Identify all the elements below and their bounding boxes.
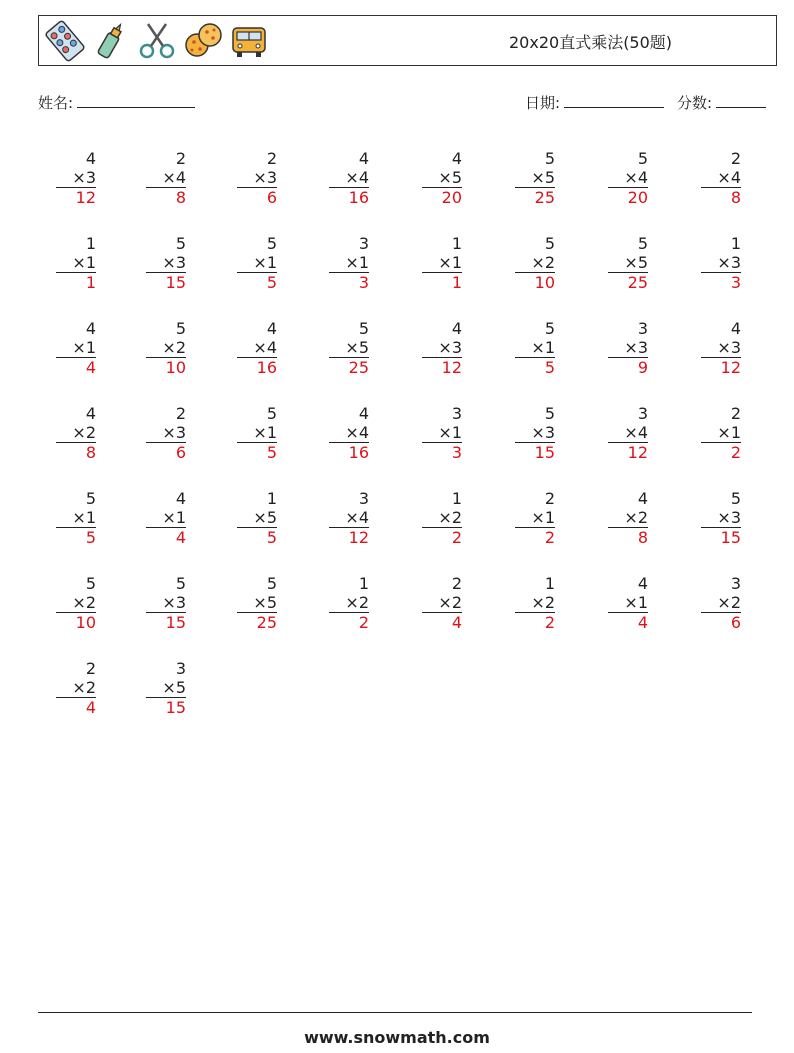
problem-multiplicand: 2 [730,404,741,423]
name-blank-line[interactable] [77,93,195,108]
problem-43 [237,574,277,632]
problem-3 [237,149,277,207]
problem-multiplicand: 1 [451,489,462,508]
problem-20 [329,319,369,377]
problem-35 [237,489,277,547]
problem-multiplier: ×1 [253,253,277,272]
problem-multiplier: ×4 [345,168,369,187]
problem-answer: 8 [608,527,648,547]
problem-50 [146,659,186,717]
problem-multiplicand: 2 [451,574,462,593]
problem-answer: 5 [56,527,96,547]
problem-multiplicand: 3 [451,404,462,423]
problem-answer: 3 [422,442,462,462]
problem-multiplicand: 2 [266,149,277,168]
problem-multiplier: ×3 [72,168,96,187]
name-label: 姓名: [38,94,74,112]
problem-multiplicand: 3 [175,659,186,678]
problem-multiplicand: 4 [175,489,186,508]
problem-answer: 8 [56,442,96,462]
problem-multiplier: ×1 [162,508,186,527]
problem-multiplier: ×5 [438,168,462,187]
problem-18 [146,319,186,377]
problem-11 [237,234,277,292]
problem-answer: 6 [237,187,277,207]
problem-answer: 3 [329,272,369,292]
problem-multiplier: ×5 [253,508,277,527]
problem-multiplier: ×2 [162,338,186,357]
problem-multiplicand: 4 [730,319,741,338]
problem-multiplicand: 4 [85,149,96,168]
problem-answer: 15 [146,697,186,717]
problem-answer: 2 [329,612,369,632]
problem-multiplicand: 4 [637,489,648,508]
problem-multiplier: ×2 [72,423,96,442]
problem-multiplier: ×3 [162,253,186,272]
problem-answer: 2 [515,527,555,547]
problem-multiplicand: 1 [451,234,462,253]
problem-answer: 15 [701,527,741,547]
problem-multiplier: ×4 [345,508,369,527]
problem-44 [329,574,369,632]
problem-multiplier: ×1 [438,423,462,442]
problem-answer: 10 [56,612,96,632]
problem-multiplier: ×3 [253,168,277,187]
problem-answer: 16 [329,187,369,207]
problem-multiplier: ×3 [624,338,648,357]
problem-answer: 15 [146,272,186,292]
date-field[interactable] [525,92,664,113]
problem-47 [608,574,648,632]
problem-answer: 15 [515,442,555,462]
problem-multiplicand: 5 [730,489,741,508]
problem-multiplier: ×1 [72,338,96,357]
problem-answer: 12 [608,442,648,462]
problem-multiplicand: 4 [451,149,462,168]
problem-multiplicand: 1 [266,489,277,508]
problem-answer: 16 [237,357,277,377]
problem-16 [701,234,741,292]
problem-32 [701,404,741,462]
problem-multiplicand: 5 [266,574,277,593]
problem-multiplicand: 4 [637,574,648,593]
problem-answer: 4 [608,612,648,632]
problem-17 [56,319,96,377]
problem-12 [329,234,369,292]
problem-22 [515,319,555,377]
problem-multiplier: ×5 [253,593,277,612]
problem-multiplicand: 5 [266,404,277,423]
problem-multiplier: ×1 [345,253,369,272]
problem-5 [422,149,462,207]
problem-answer: 12 [329,527,369,547]
problem-answer: 4 [56,357,96,377]
problem-9 [56,234,96,292]
problem-answer: 3 [701,272,741,292]
problem-answer: 5 [237,442,277,462]
problem-answer: 10 [515,272,555,292]
footer-site: www.snowmath.com [304,1028,490,1047]
problem-answer: 12 [701,357,741,377]
problem-multiplier: ×2 [531,593,555,612]
problem-multiplicand: 5 [544,319,555,338]
problem-multiplier: ×2 [72,593,96,612]
problem-27 [237,404,277,462]
problem-multiplicand: 2 [544,489,555,508]
problem-multiplicand: 2 [175,149,186,168]
problem-answer: 25 [329,357,369,377]
problem-multiplicand: 1 [358,574,369,593]
problem-multiplicand: 5 [175,319,186,338]
problem-multiplier: ×4 [162,168,186,187]
problem-multiplicand: 2 [730,149,741,168]
problem-multiplier: ×4 [345,423,369,442]
problem-multiplicand: 5 [175,574,186,593]
problem-21 [422,319,462,377]
problem-multiplier: ×2 [717,593,741,612]
problem-multiplicand: 4 [266,319,277,338]
score-label: 分数: [677,94,713,112]
problem-multiplicand: 5 [637,234,648,253]
problem-46 [515,574,555,632]
problem-answer: 4 [146,527,186,547]
score-blank-line[interactable] [716,93,766,108]
problem-multiplier: ×5 [345,338,369,357]
problem-answer: 10 [146,357,186,377]
problem-multiplier: ×2 [531,253,555,272]
problem-multiplicand: 5 [637,149,648,168]
problem-multiplier: ×5 [531,168,555,187]
problem-answer: 9 [608,357,648,377]
problem-multiplicand: 4 [451,319,462,338]
problem-7 [608,149,648,207]
cookies-icon [182,20,224,62]
problem-33 [56,489,96,547]
problem-multiplier: ×1 [624,593,648,612]
problem-answer: 12 [422,357,462,377]
problem-answer: 1 [422,272,462,292]
problem-1 [56,149,96,207]
problem-36 [329,489,369,547]
problem-multiplicand: 2 [175,404,186,423]
icon-strip [44,20,270,62]
problem-49 [56,659,96,717]
problem-multiplier: ×1 [72,253,96,272]
problem-answer: 5 [237,272,277,292]
problem-multiplier: ×1 [438,253,462,272]
scissors-icon [136,20,178,62]
worksheet-header [38,15,777,66]
problem-multiplicand: 5 [544,404,555,423]
problem-25 [56,404,96,462]
problem-multiplicand: 4 [358,149,369,168]
problem-multiplier: ×4 [253,338,277,357]
problem-multiplier: ×1 [72,508,96,527]
problem-answer: 25 [608,272,648,292]
problem-multiplier: ×4 [717,168,741,187]
problem-multiplicand: 3 [637,319,648,338]
problem-multiplicand: 5 [266,234,277,253]
problem-answer: 12 [56,187,96,207]
problem-answer: 1 [56,272,96,292]
problem-multiplier: ×3 [717,253,741,272]
score-field[interactable] [677,92,766,113]
problem-13 [422,234,462,292]
problem-multiplicand: 5 [544,149,555,168]
problem-multiplicand: 5 [358,319,369,338]
problem-37 [422,489,462,547]
problem-answer: 25 [515,187,555,207]
problem-answer: 6 [701,612,741,632]
problem-multiplier: ×4 [624,168,648,187]
problem-multiplicand: 1 [544,574,555,593]
problem-30 [515,404,555,462]
problem-multiplicand: 1 [85,234,96,253]
problem-45 [422,574,462,632]
problem-multiplicand: 2 [85,659,96,678]
problem-multiplicand: 4 [358,404,369,423]
problem-multiplier: ×2 [438,593,462,612]
problem-multiplier: ×3 [438,338,462,357]
problem-answer: 8 [701,187,741,207]
problem-40 [701,489,741,547]
worksheet-title: 20x20直式乘法(50题) [509,33,673,52]
problem-multiplier: ×3 [531,423,555,442]
problem-multiplier: ×1 [717,423,741,442]
problem-multiplier: ×1 [531,338,555,357]
problem-multiplicand: 4 [85,404,96,423]
problem-29 [422,404,462,462]
problem-answer: 4 [422,612,462,632]
problem-multiplier: ×5 [624,253,648,272]
problem-multiplier: ×2 [624,508,648,527]
footer-divider [38,1012,752,1013]
problem-multiplicand: 1 [730,234,741,253]
glue-bottle-icon [90,20,132,62]
problem-answer: 20 [422,187,462,207]
school-bus-icon [228,20,270,62]
name-field[interactable] [38,92,195,113]
problem-42 [146,574,186,632]
problem-8 [701,149,741,207]
problem-multiplicand: 3 [358,234,369,253]
problem-38 [515,489,555,547]
problem-39 [608,489,648,547]
date-blank-line[interactable] [564,93,664,108]
problem-2 [146,149,186,207]
pill-pack-icon [44,20,86,62]
problem-multiplicand: 3 [730,574,741,593]
problem-multiplicand: 3 [637,404,648,423]
problem-28 [329,404,369,462]
problem-23 [608,319,648,377]
problem-answer: 8 [146,187,186,207]
problem-answer: 25 [237,612,277,632]
problem-answer: 5 [237,527,277,547]
problem-answer: 16 [329,442,369,462]
problem-multiplier: ×1 [253,423,277,442]
problem-multiplier: ×2 [72,678,96,697]
problem-26 [146,404,186,462]
problem-6 [515,149,555,207]
problem-answer: 15 [146,612,186,632]
problem-multiplicand: 5 [85,489,96,508]
problem-48 [701,574,741,632]
problem-41 [56,574,96,632]
problem-answer: 2 [515,612,555,632]
problem-multiplier: ×3 [717,508,741,527]
problem-answer: 4 [56,697,96,717]
problem-multiplicand: 3 [358,489,369,508]
problem-15 [608,234,648,292]
problem-answer: 6 [146,442,186,462]
problem-10 [146,234,186,292]
problem-19 [237,319,277,377]
problem-4 [329,149,369,207]
problem-answer: 5 [515,357,555,377]
problem-24 [701,319,741,377]
problem-multiplier: ×2 [345,593,369,612]
problem-multiplier: ×3 [717,338,741,357]
problem-multiplier: ×3 [162,423,186,442]
problem-multiplier: ×1 [531,508,555,527]
problem-14 [515,234,555,292]
problem-multiplicand: 4 [85,319,96,338]
problem-answer: 2 [701,442,741,462]
problem-answer: 2 [422,527,462,547]
problem-multiplicand: 5 [544,234,555,253]
problem-multiplicand: 5 [175,234,186,253]
problem-multiplier: ×4 [624,423,648,442]
problem-multiplier: ×2 [438,508,462,527]
problem-multiplicand: 5 [85,574,96,593]
problem-31 [608,404,648,462]
problem-multiplier: ×5 [162,678,186,697]
date-label: 日期: [525,94,561,112]
problem-34 [146,489,186,547]
problem-multiplier: ×3 [162,593,186,612]
problem-answer: 20 [608,187,648,207]
